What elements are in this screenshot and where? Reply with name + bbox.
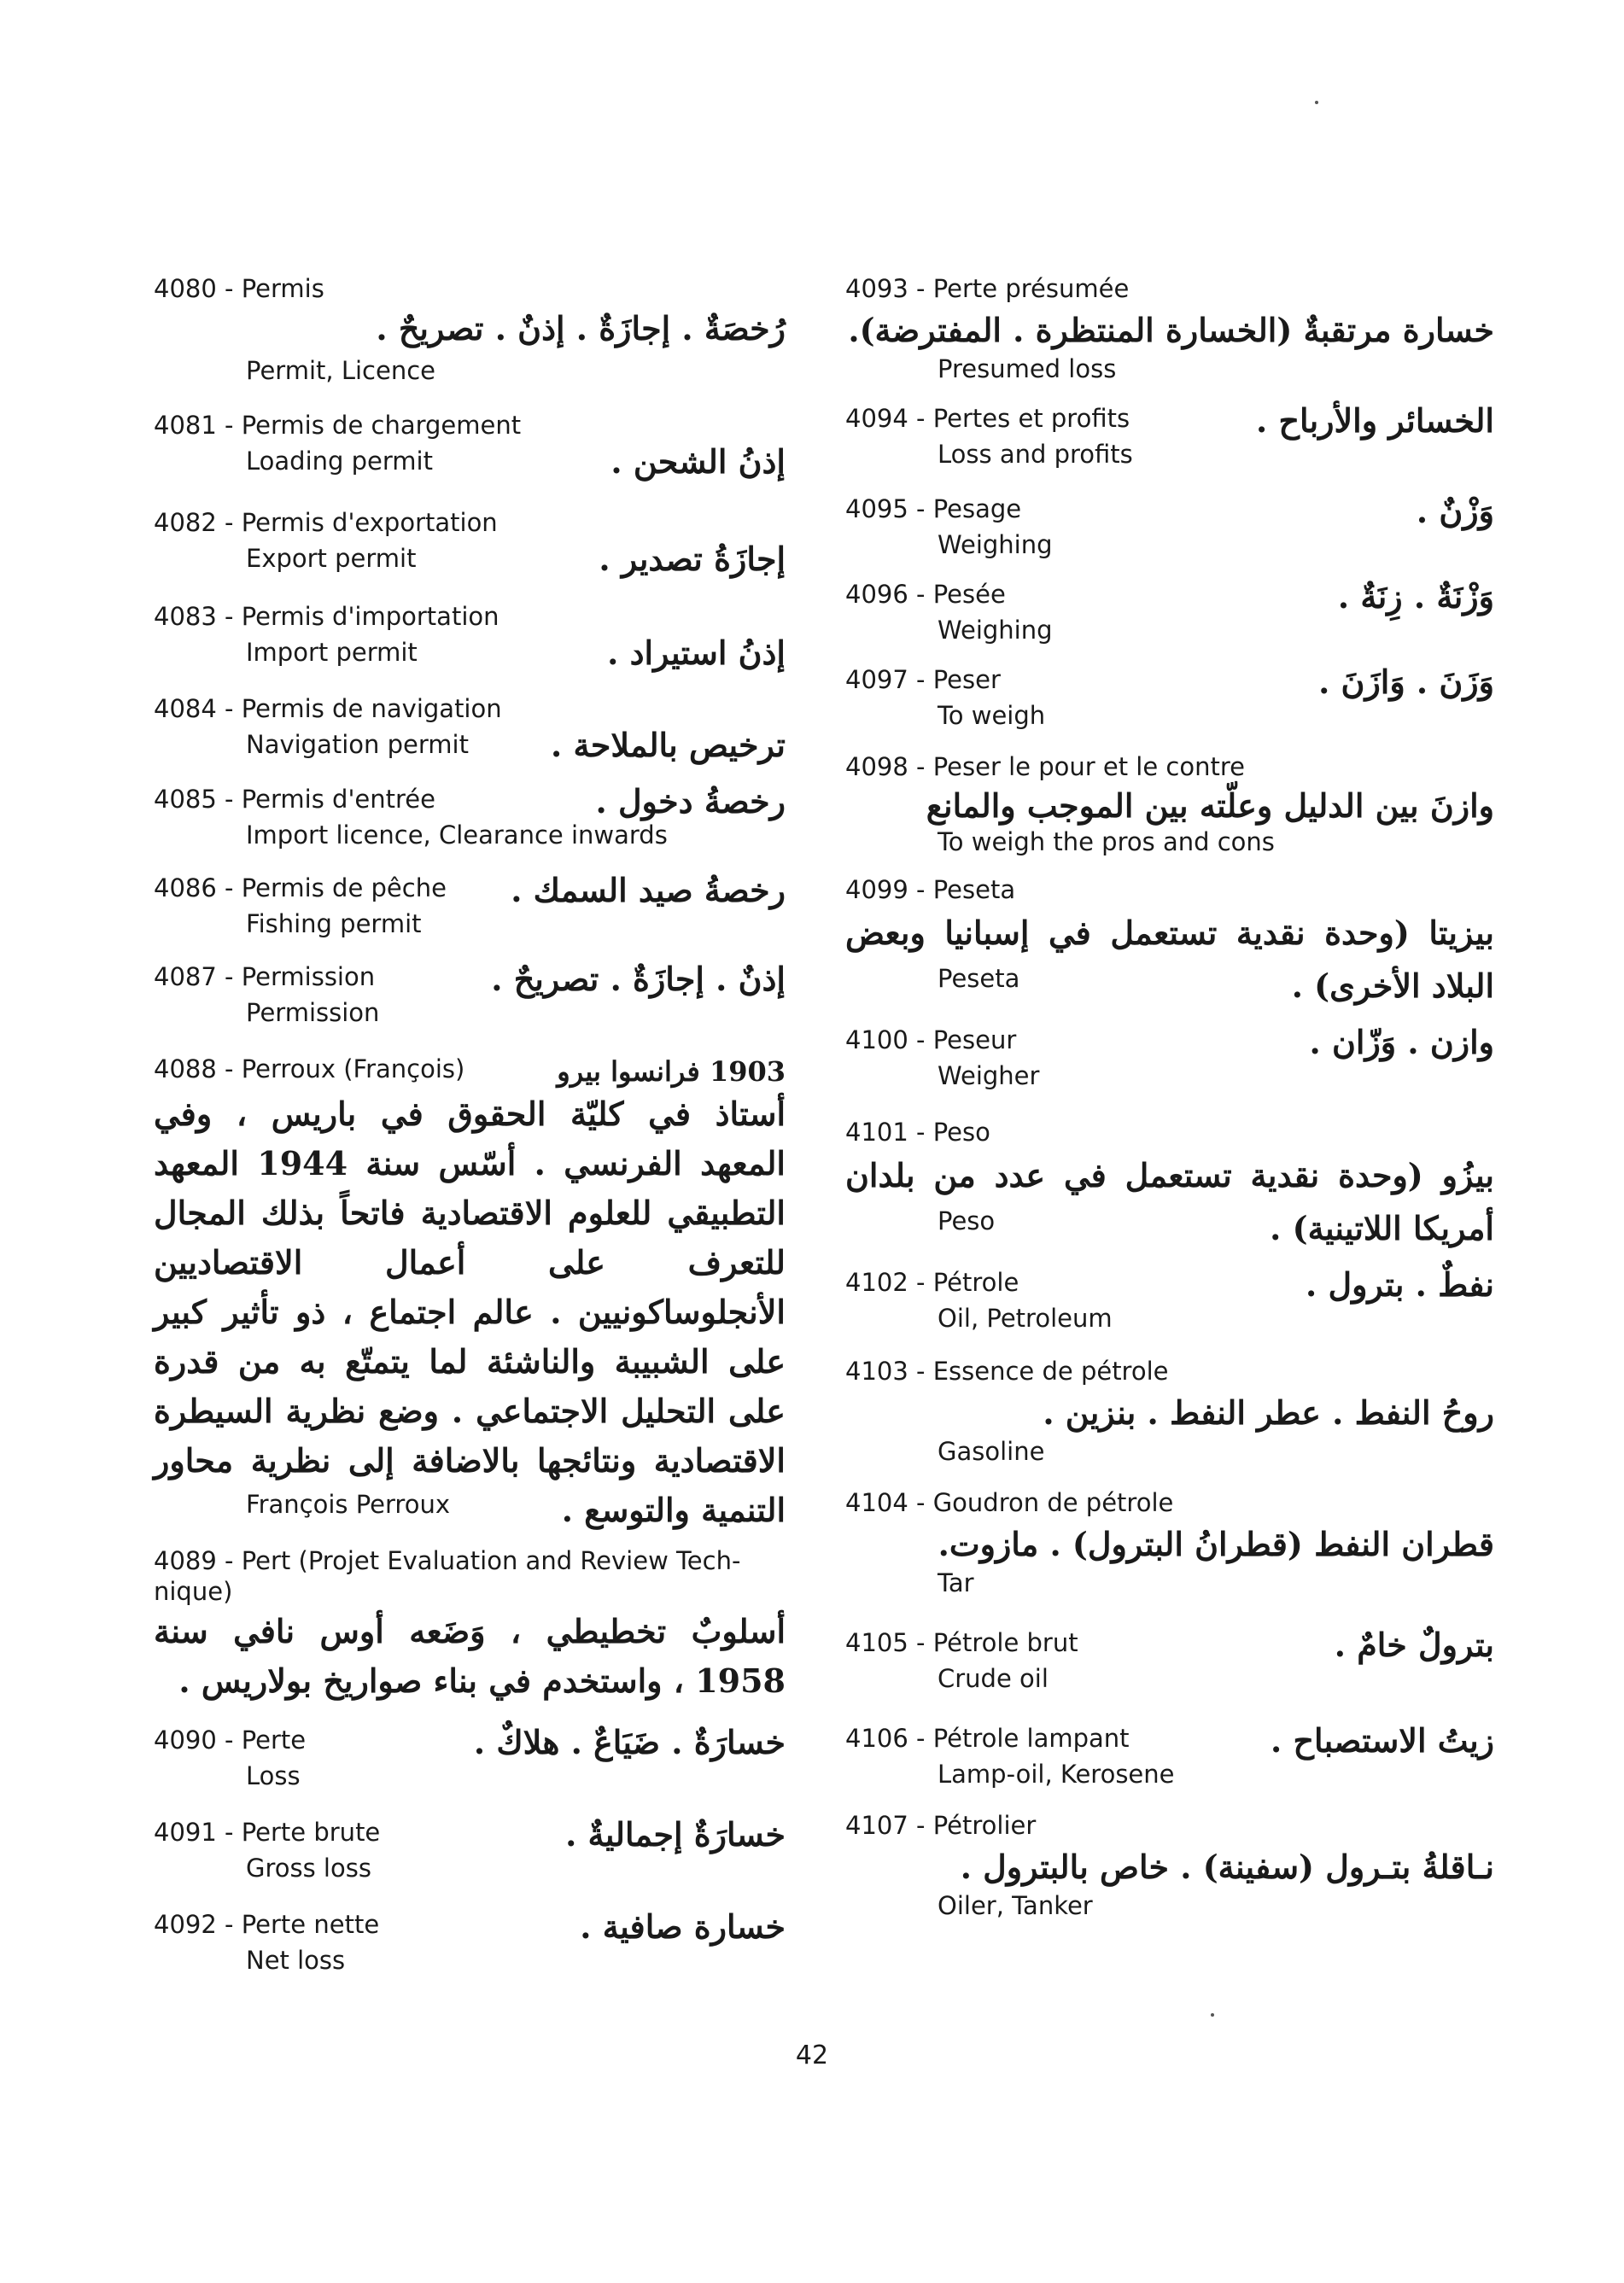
entry-headword: 4090 - Perte xyxy=(154,1725,307,1755)
entry-4103 xyxy=(845,1354,1494,1470)
entry-headword: 4085 - Permis d'entrée xyxy=(154,785,435,814)
entry-arabic: إذنُ استيراد . xyxy=(607,634,786,672)
entry-arabic: وَزْنٌ . xyxy=(1416,492,1494,530)
entry-arabic: وَزَنَ . وَازَنَ . xyxy=(1318,663,1494,701)
entry-english: Peseta xyxy=(938,964,1020,993)
entry-english: Import permit xyxy=(246,638,418,667)
entry-4093 xyxy=(845,272,1494,388)
entry-english: Loss xyxy=(246,1761,301,1790)
entry-arabic-definition: بيزُو (وحدة نقدية تستعمل في عدد من بلدان أمريكا اللاتينية) . xyxy=(845,1156,1494,1247)
entry-arabic: إذنُ الشحن . xyxy=(610,442,786,481)
entry-4105 xyxy=(845,1626,1494,1697)
entry-4087 xyxy=(154,960,786,1031)
entry-arabic-definition: قطران النفط (قطرانُ البترول) . مازوت. xyxy=(938,1525,1494,1563)
entry-headword: 4097 - Peser xyxy=(845,665,1001,694)
entry-arabic: رُخصَةٌ . إجازَةٌ . إذنٌ . تصريحٌ . xyxy=(376,309,786,347)
entry-english: Oiler, Tanker xyxy=(938,1891,1093,1920)
entry-english: Net loss xyxy=(246,1946,346,1975)
entry-arabic: وَزْنَةٌ . زِنَةٌ . xyxy=(1337,577,1494,616)
entry-headword: 4098 - Peser le pour et le contre xyxy=(845,752,1245,781)
entry-4097 xyxy=(845,663,1494,734)
scan-speck xyxy=(1211,2013,1214,2017)
right-column xyxy=(845,272,1494,1924)
entry-english: Presumed loss xyxy=(938,354,1117,383)
entry-headword: 4094 - Pertes et profits xyxy=(845,404,1130,433)
entry-4092 xyxy=(154,1907,786,1979)
entry-arabic-definition: روحُ النفط . عطر النفط . بنزين . xyxy=(1043,1393,1494,1432)
entry-english: Permit, Licence xyxy=(246,356,435,385)
entry-arabic: خسارة صافية . xyxy=(580,1907,786,1946)
entry-headword: 4083 - Permis d'importation xyxy=(154,602,499,631)
entry-headword: 4087 - Permission xyxy=(154,962,376,991)
entry-headword: 4092 - Perte nette xyxy=(154,1910,380,1939)
entry-headword: 4106 - Pétrole lampant xyxy=(845,1724,1130,1753)
scan-speck xyxy=(1315,101,1318,104)
entry-english: Gross loss xyxy=(246,1854,371,1883)
entry-english: Permission xyxy=(246,998,380,1027)
entry-4083 xyxy=(154,599,786,671)
entry-4099 xyxy=(845,873,1494,1005)
entry-4100 xyxy=(845,1023,1494,1095)
entry-4101 xyxy=(845,1115,1494,1247)
entry-4084 xyxy=(154,692,786,763)
entry-4090 xyxy=(154,1723,786,1795)
entry-english: Gasoline xyxy=(938,1437,1045,1466)
entry-4094 xyxy=(845,401,1494,473)
entry-headword: 4084 - Permis de navigation xyxy=(154,694,502,723)
entry-headword: 4096 - Pesée xyxy=(845,580,1006,609)
entry-english: To weigh xyxy=(938,701,1046,730)
entry-english: Oil, Petroleum xyxy=(938,1304,1113,1333)
entry-headword: 4103 - Essence de pétrole xyxy=(845,1357,1169,1386)
entry-english: Loss and profits xyxy=(938,440,1133,469)
entry-arabic: نفطٌ . بترول . xyxy=(1306,1265,1494,1304)
entry-english: Export permit xyxy=(246,544,417,573)
entry-arabic: زيتُ الاستصباح . xyxy=(1271,1721,1494,1760)
entry-arabic: رخصةُ دخول . xyxy=(595,782,786,820)
entry-english: Weighing xyxy=(938,616,1053,645)
entry-arabic: ترخيص بالملاحة . xyxy=(551,726,786,764)
entry-headword: 4107 - Pétrolier xyxy=(845,1811,1037,1840)
entry-english: François Perroux xyxy=(246,1490,450,1519)
entry-4102 xyxy=(845,1265,1494,1337)
entry-english: Loading permit xyxy=(246,447,433,476)
entry-english: To weigh the pros and cons xyxy=(938,827,1275,856)
entry-english: Import licence, Clearance inwards xyxy=(246,820,668,850)
entry-4098 xyxy=(845,750,1494,861)
entry-headword: 4099 - Peseta xyxy=(845,875,1016,904)
entry-arabic: إذنٌ . إجازَةٌ . تصريحٌ . xyxy=(491,960,786,998)
entry-arabic-definition: أستاذ في كليّة الحقوق في باريس ، وفي المعهد الفرنسي . أسّس سنة 1944 المعهد التطبيقي للعلوم الاقتصادية فاتحاً بذلك المجال للتعرف على أعمال الاقتصاديين الأنجلوساكونيين . عالم اجتماع ، ذو تأثير كبير على الشبيبة والناشئة لما يتمتّع به من قدرة على التحليل الاجتماعي . وضع نظرية السيطرة الاقتصادية ونتائجها بالاضافة إلى نظرية محاور التنمية والتوسع . xyxy=(154,1095,786,1529)
entry-headword: 4082 - Permis d'exportation xyxy=(154,508,498,537)
entry-arabic: وازن . وَزّان . xyxy=(1309,1023,1494,1061)
entry-arabic-definition: نـاقلةُ بتـرول (سفينة) . خاص بالبترول . xyxy=(960,1848,1494,1886)
entry-headword: 4091 - Perte brute xyxy=(154,1818,381,1847)
entry-4107 xyxy=(845,1808,1494,1924)
entry-arabic: بترولٌ خامٌ . xyxy=(1334,1626,1494,1664)
entry-headword: 4088 - Perroux (François) xyxy=(154,1054,465,1083)
entry-4106 xyxy=(845,1721,1494,1793)
entry-english: Crude oil xyxy=(938,1664,1049,1693)
entry-arabic-definition: وازنَ بين الدليل وعلّته بين الموجب والمانع xyxy=(926,786,1494,825)
entry-headword: 4100 - Peseur xyxy=(845,1025,1017,1054)
entry-4082 xyxy=(154,505,786,577)
entry-headword: 4101 - Peso xyxy=(845,1118,990,1147)
entry-arabic-definition: بيزيتا (وحدة نقدية تستعمل في إسبانيا وبعض البلاد الأخرى) . xyxy=(845,914,1494,1005)
entry-4085 xyxy=(154,782,786,854)
entry-headword: 4081 - Permis de chargement xyxy=(154,411,522,440)
entry-headword: 4105 - Pétrole brut xyxy=(845,1628,1078,1657)
left-column xyxy=(154,272,786,1979)
entry-arabic: إجازَةُ تصدير . xyxy=(599,540,786,578)
entry-4091 xyxy=(154,1815,786,1887)
entry-arabic: رخصةُ صيد السمك . xyxy=(511,871,786,909)
entry-english: Weigher xyxy=(938,1061,1040,1090)
entry-arabic: 1903 فرانسوا بيرو xyxy=(557,1055,786,1088)
entry-arabic: الخسائر والأرباح . xyxy=(1256,401,1494,440)
entry-4089 xyxy=(154,1545,786,1706)
entry-english: Tar xyxy=(938,1568,974,1597)
entry-english: Lamp-oil, Kerosene xyxy=(938,1760,1175,1789)
entry-4104 xyxy=(845,1486,1494,1602)
entry-headword: 4095 - Pesage xyxy=(845,494,1022,523)
entry-4095 xyxy=(845,492,1494,563)
entry-headword: 4104 - Goudron de pétrole xyxy=(845,1488,1174,1517)
entry-arabic: خسارَةٌ إجماليةٌ . xyxy=(565,1815,786,1854)
entry-english: Weighing xyxy=(938,530,1053,559)
entry-english: Fishing permit xyxy=(246,909,422,938)
entry-arabic-definition: أسلوبٌ تخطيطي ، وَضَعه أوس نافي سنة 1958 ، واستخدم في بناء صواريخ بولاريس . xyxy=(154,1612,786,1700)
entry-headword: 4102 - Pétrole xyxy=(845,1268,1019,1297)
entry-4086 xyxy=(154,871,786,943)
entry-headword: 4086 - Permis de pêche xyxy=(154,873,447,902)
entry-4096 xyxy=(845,577,1494,649)
entry-english: Navigation permit xyxy=(246,730,469,759)
entry-arabic: خسارَةٌ . ضَيَاعٌ . هلاكٌ . xyxy=(473,1723,786,1761)
entry-4088 xyxy=(154,1052,786,1529)
entry-4080 xyxy=(154,272,786,389)
entry-english: Peso xyxy=(938,1206,996,1235)
entry-4081 xyxy=(154,408,786,480)
entry-headword: 4080 - Permis xyxy=(154,274,324,303)
entry-arabic-definition: خسارة مرتقبةٌ (الخسارة المنتظرة . المفترضة). xyxy=(848,311,1494,349)
entry-headword: 4089 - Pert (Projet Evaluation and Review Tech-nique) xyxy=(154,1546,741,1606)
page-number: 42 xyxy=(795,2041,829,2070)
entry-headword: 4093 - Perte présumée xyxy=(845,274,1130,303)
